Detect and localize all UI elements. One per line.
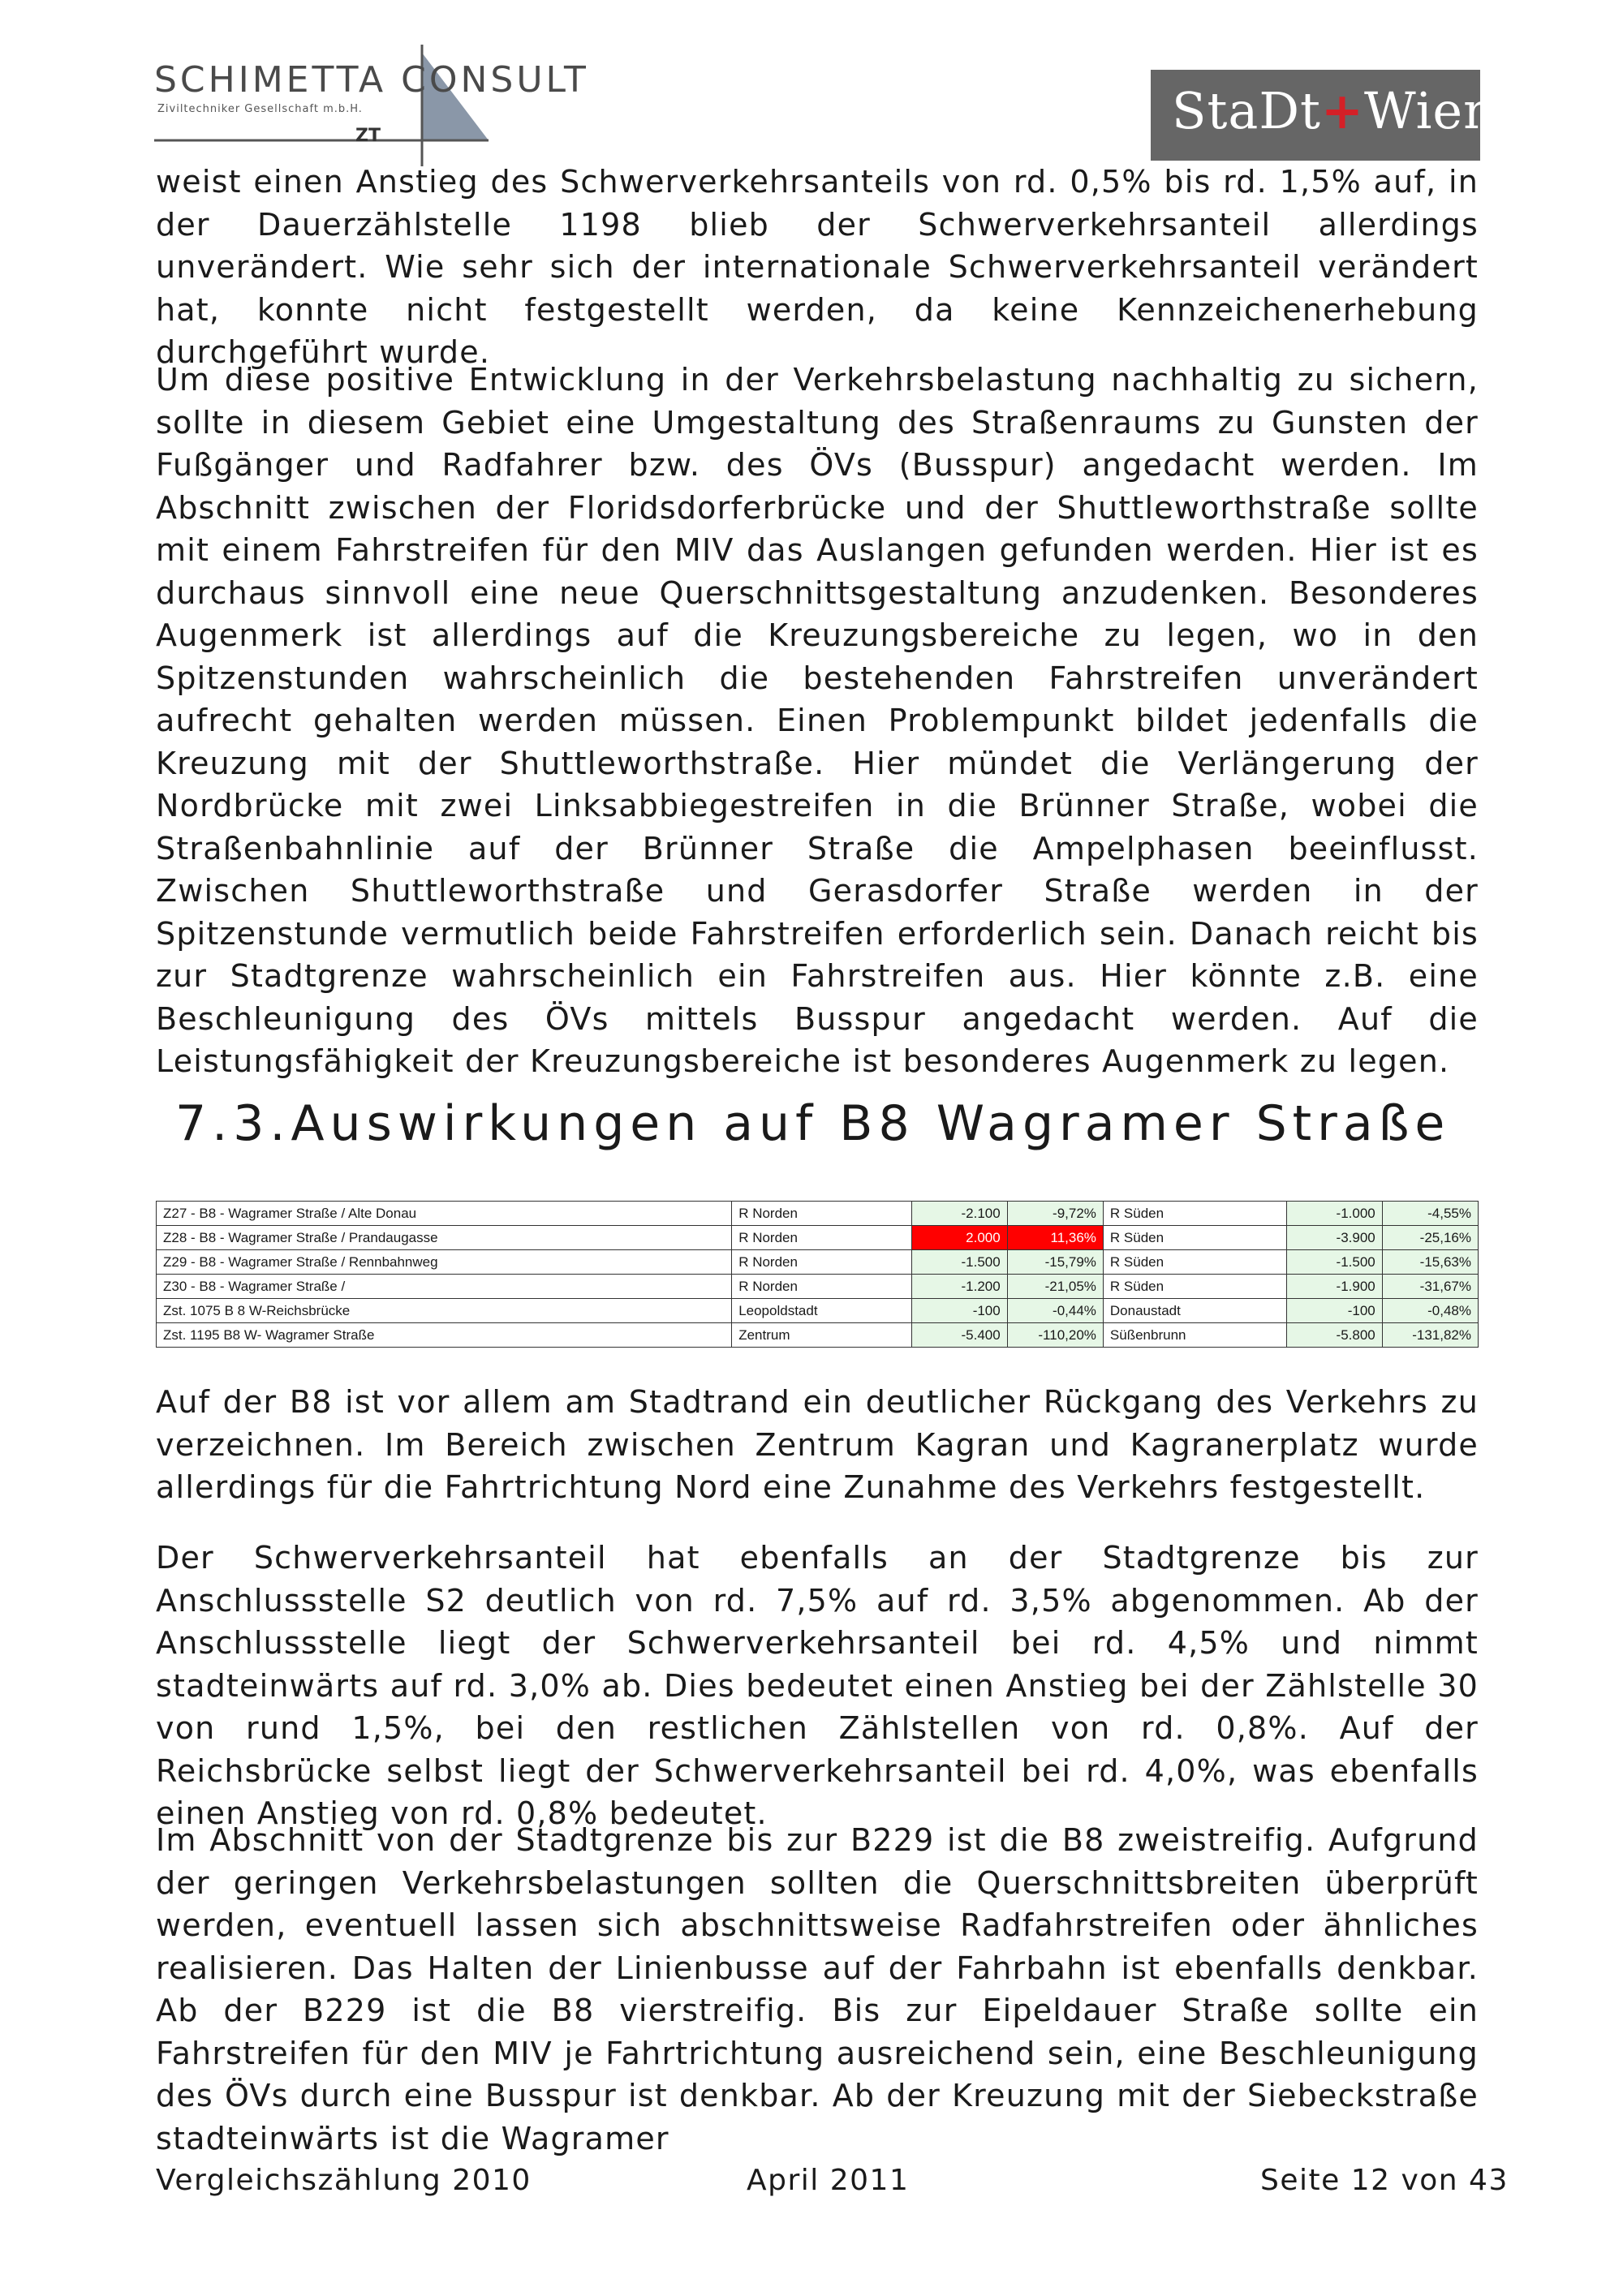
footer-page-number: Seite 12 von 43 (1260, 2164, 1509, 2197)
table-cell: R Süden (1103, 1226, 1286, 1250)
table-cell: Zst. 1195 B8 W- Wagramer Straße (157, 1323, 732, 1348)
table-cell: Leopoldstadt (732, 1299, 911, 1323)
table-cell: -0,44% (1007, 1299, 1103, 1323)
table-row (157, 1299, 1479, 1323)
table-cell: 11,36% (1007, 1226, 1103, 1250)
table-cell: R Süden (1103, 1275, 1286, 1299)
table-cell: -31,67% (1382, 1275, 1478, 1299)
footer-center: April 2011 (747, 2164, 910, 2197)
table-row (157, 1323, 1479, 1348)
table-cell: -5.800 (1286, 1323, 1382, 1348)
table-row (157, 1202, 1479, 1226)
table-cell: -1.000 (1286, 1202, 1382, 1226)
schimetta-consult-logo (154, 45, 589, 170)
table-cell: -1.200 (911, 1275, 1007, 1299)
table-cell: R Norden (732, 1226, 911, 1250)
table-cell: -1.900 (1286, 1275, 1382, 1299)
table-cell: R Süden (1103, 1202, 1286, 1226)
table-cell: R Norden (732, 1250, 911, 1275)
table-cell: -9,72% (1007, 1202, 1103, 1226)
traffic-table (156, 1201, 1479, 1348)
table-row (157, 1226, 1479, 1250)
table-cell: Z30 - B8 - Wagramer Straße / (157, 1275, 732, 1299)
table-cell: -0,48% (1382, 1299, 1478, 1323)
table-cell: Donaustadt (1103, 1299, 1286, 1323)
table-cell: -21,05% (1007, 1275, 1103, 1299)
table-cell: Z28 - B8 - Wagramer Straße / Prandaugasse (157, 1226, 732, 1250)
paragraph-4: Der Schwerverkehrsanteil hat ebenfalls an der Stadtgrenze bis zur Anschlussstelle S2 deutlich von rd. 7,5% auf rd. 3,5% abgenommen. Ab der Anschlussstelle liegt der Schwerverkehrsanteil bei rd. 4,5% und nimmt stadteinwärts auf rd. 3,0% ab. Dies bedeutet einen Anstieg bei der Zählstelle 30 von rund 1,5%, bei den restlichen Zählstellen von rd. 0,8%. Auf der Reichsbrücke selbst liegt der Schwerverkehrsanteil bei rd. 4,0%, was ebenfalls einen Anstieg von rd. 0,8% bedeutet. (156, 1540, 1479, 1831)
stadt-wien-prefix: StaDt (1172, 81, 1321, 140)
table-cell: Zst. 1075 B 8 W-Reichsbrücke (157, 1299, 732, 1323)
table-cell: -5.400 (911, 1323, 1007, 1348)
paragraph-1: weist einen Anstieg des Schwerverkehrsanteils von rd. 0,5% bis rd. 1,5% auf, in der Dauerzählstelle 1198 blieb der Schwerverkehrsanteil allerdings unverändert. Wie sehr sich der internationale Schwerverkehrsanteil verändert hat, konnte nicht festgestellt werden, da keine Kennzeichenerhebung durchgeführt wurde. (156, 164, 1479, 370)
stadt-wien-logo (1151, 70, 1497, 161)
table-cell: -4,55% (1382, 1202, 1478, 1226)
table-cell: R Norden (732, 1202, 911, 1226)
table-row (157, 1275, 1479, 1299)
paragraph-2: Um diese positive Entwicklung in der Verkehrsbelastung nachhaltig zu sichern, sollte in diesem Gebiet eine Umgestaltung des Straßenraums zu Gunsten der Fußgänger und Radfahrer bzw. des ÖVs (Busspur) angedacht werden. Im Abschnitt zwischen der Floridsdorferbrücke und der Shuttleworthstraße sollte mit einem Fahrstreifen für den MIV das Auslangen gefunden werden. Hier ist es durchaus sinnvoll eine neue Querschnittsgestaltung anzudenken. Besonderes Augenmerk ist allerdings auf die Kreuzungsbereiche zu legen, wo in den Spitzenstunden wahrscheinlich die bestehenden Fahrstreifen unverändert aufrecht gehalten werden müssen. Einen Problempunkt bildet jedenfalls die Kreuzung mit der Shuttleworthstraße. Hier mündet die Verlängerung der Nordbrücke mit zwei Linksabbiegestreifen in die Brünner Straße, wobei die Straßenbahnlinie auf der Brünner Straße die Ampelphasen beeinflusst. Zwischen Shuttleworthstraße und Gerasdorfer Straße werden in der Spitzenstunde vermutlich beide Fahrstreifen erforderlich sein. Danach reicht bis zur Stadtgrenze wahrscheinlich ein Fahrstreifen aus. Hier könnte z.B. eine Beschleunigung des ÖVs mittels Busspur angedacht werden. Auf die Leistungsfähigkeit der Kreuzungsbereiche ist besonderes Augenmerk zu legen. (156, 362, 1479, 1079)
table-cell: -131,82% (1382, 1323, 1478, 1348)
stadt-wien-cross-icon: + (1320, 81, 1364, 140)
table-cell: Z29 - B8 - Wagramer Straße / Rennbahnweg (157, 1250, 732, 1275)
table-cell: -3.900 (1286, 1226, 1382, 1250)
table-row (157, 1250, 1479, 1275)
table-cell: -1.500 (1286, 1250, 1382, 1275)
section-heading: 7.3.Auswirkungen auf B8 Wagramer Straße (175, 1095, 1451, 1152)
table-cell: R Norden (732, 1275, 911, 1299)
table-cell: -1.500 (911, 1250, 1007, 1275)
table-cell: Zentrum (732, 1323, 911, 1348)
table-cell: Z27 - B8 - Wagramer Straße / Alte Donau (157, 1202, 732, 1226)
table-cell: -2.100 (911, 1202, 1007, 1226)
table-cell: Süßenbrunn (1103, 1323, 1286, 1348)
table-cell: -15,79% (1007, 1250, 1103, 1275)
table-cell: R Süden (1103, 1250, 1286, 1275)
paragraph-5: Im Abschnitt von der Stadtgrenze bis zur B229 ist die B8 zweistreifig. Aufgrund der geringen Verkehrsbelastungen sollten die Querschnittsbreiten überprüft werden, eventuell lassen sich abschnittsweise Radfahrstreifen oder ähnliches realisieren. Das Halten der Linienbusse auf der Fahrbahn ist ebenfalls denkbar. Ab der B229 ist die B8 vierstreifig. Bis zur Eipeldauer Straße sollte ein Fahrstreifen für den MIV je Fahrtrichtung ausreichend sein, eine Beschleunigung des ÖVs durch eine Busspur ist denkbar. Ab der Kreuzung mit der Siebeckstraße stadteinwärts ist die Wagramer (156, 1822, 1479, 2156)
zt-mark: ZT (355, 126, 381, 146)
footer-left: Vergleichszählung 2010 (156, 2164, 532, 2197)
stadt-wien-suffix: Wien (1363, 81, 1497, 140)
table-cell: -100 (911, 1299, 1007, 1323)
company-name: SCHIMETTA CONSULT (154, 59, 589, 101)
table-cell: -15,63% (1382, 1250, 1478, 1275)
company-subtitle: Ziviltechniker Gesellschaft m.b.H. (157, 103, 363, 115)
table-cell: 2.000 (911, 1226, 1007, 1250)
table-cell: -100 (1286, 1299, 1382, 1323)
table-cell: -110,20% (1007, 1323, 1103, 1348)
table-cell: -25,16% (1382, 1226, 1478, 1250)
paragraph-3: Auf der B8 ist vor allem am Stadtrand ein deutlicher Rückgang des Verkehrs zu verzeichnen. Im Bereich zwischen Zentrum Kagran und Kagranerplatz wurde allerdings für die Fahrtrichtung Nord eine Zunahme des Verkehrs festgestellt. (156, 1384, 1479, 1505)
